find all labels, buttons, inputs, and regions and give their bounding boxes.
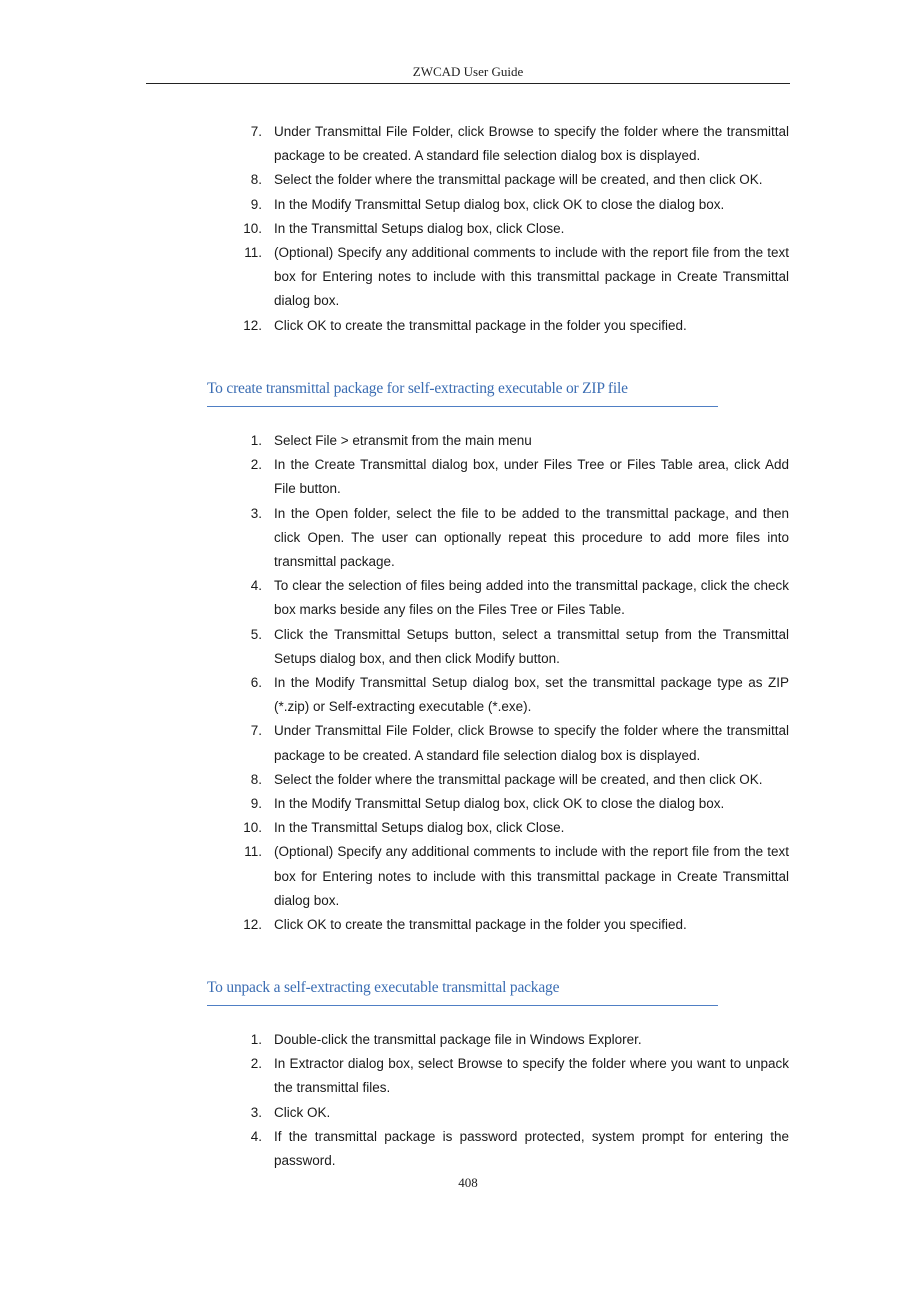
list-item <box>0 241 789 314</box>
page-number: 408 <box>458 1175 478 1190</box>
list-item-number: 2. <box>250 1056 262 1072</box>
list-item-number: 9. <box>250 196 262 212</box>
list-item-text: Select the folder where the transmittal package will be created, and then click OK. <box>274 771 763 787</box>
list-item <box>0 502 789 575</box>
list-item-text: If the transmittal package is password protected, system prompt for entering the password. <box>274 1128 789 1169</box>
section-title-zip: To create transmittal package for self-extracting executable or ZIP file <box>207 380 718 407</box>
list-item <box>0 1028 789 1052</box>
list-item-number: 3. <box>250 505 262 521</box>
list-item <box>0 768 789 792</box>
steps-list-zip <box>0 429 789 937</box>
steps-list-continued <box>0 120 789 338</box>
list-item-number: 6. <box>250 675 262 691</box>
list-item <box>0 1101 789 1125</box>
list-item-number: 12. <box>243 317 262 333</box>
list-item <box>0 840 789 913</box>
list-item-text: Select the folder where the transmittal package will be created, and then click OK. <box>274 172 763 188</box>
list-item-text: In the Modify Transmittal Setup dialog box, click OK to close the dialog box. <box>274 196 725 212</box>
list-item-text: (Optional) Specify any additional comments to include with the report file from the text box for Entering notes to include with this transmittal package in Create Transmittal dialog box. <box>274 245 789 309</box>
list-item-number: 10. <box>243 220 262 236</box>
page-header: ZWCAD User Guide <box>412 64 524 79</box>
list-item-number: 8. <box>250 172 262 188</box>
list-item <box>0 574 789 622</box>
list-item-text: Click OK. <box>274 1104 331 1120</box>
list-item-number: 1. <box>250 433 262 448</box>
list-item <box>0 623 789 671</box>
list-item-text: In the Transmittal Setups dialog box, click Close. <box>274 220 565 236</box>
list-item <box>0 671 789 719</box>
list-item-text: Under Transmittal File Folder, click Browse to specify the folder where the transmittal package to be created. A standard file selection dialog box is displayed. <box>274 124 789 164</box>
list-item-number: 1. <box>250 1032 262 1047</box>
list-item-text: In the Modify Transmittal Setup dialog box, set the transmittal package type as ZIP (*.zip) or Self-extracting executable (*.exe). <box>274 675 789 715</box>
list-item-text: Under Transmittal File Folder, click Browse to specify the folder where the transmittal package to be created. A standard file selection dialog box is displayed. <box>274 723 789 763</box>
list-item-number: 7. <box>250 124 262 139</box>
steps-list-unpack <box>0 1028 789 1173</box>
list-item-text: Select File > etransmit from the main menu <box>274 433 532 448</box>
list-item-number: 4. <box>250 1128 262 1144</box>
section-title-unpack: To unpack a self-extracting executable transmittal package <box>207 979 718 1006</box>
list-item-text: In the Open folder, select the file to be added to the transmittal package, and then click Open. The user can optionally repeat this procedure to add more files into transmittal package. <box>274 505 789 570</box>
list-item-text: Click OK to create the transmittal package in the folder you specified. <box>274 917 687 933</box>
list-item-number: 2. <box>250 457 262 473</box>
list-item <box>0 1052 789 1100</box>
list-item-number: 4. <box>250 578 262 594</box>
list-item-text: In the Transmittal Setups dialog box, click Close. <box>274 820 565 836</box>
list-item <box>0 913 789 937</box>
list-item-number: 9. <box>250 796 262 812</box>
list-item <box>0 168 789 192</box>
list-item-number: 10. <box>243 820 262 836</box>
list-item-text: In the Create Transmittal dialog box, under Files Tree or Files Table area, click Add File button. <box>274 457 789 497</box>
list-item-number: 11. <box>244 245 262 261</box>
list-item <box>0 1125 789 1173</box>
list-item-text: In the Modify Transmittal Setup dialog box, click OK to close the dialog box. <box>274 796 725 812</box>
list-item-number: 3. <box>250 1104 262 1120</box>
list-item-number: 8. <box>250 771 262 787</box>
list-item <box>0 792 789 816</box>
list-item-text: Double-click the transmittal package file in Windows Explorer. <box>274 1032 642 1047</box>
list-item <box>0 719 789 767</box>
list-item-text: Click OK to create the transmittal package in the folder you specified. <box>274 317 687 333</box>
list-item-text: In Extractor dialog box, select Browse to specify the folder where you want to unpack the transmittal files. <box>274 1056 789 1096</box>
list-item-number: 5. <box>250 626 262 642</box>
list-item <box>0 314 789 338</box>
list-item-number: 12. <box>243 917 262 933</box>
list-item-text: (Optional) Specify any additional comments to include with the report file from the text box for Entering notes to include with this transmittal package in Create Transmittal dialog box. <box>274 844 789 908</box>
list-item <box>0 816 789 840</box>
list-item <box>0 453 789 501</box>
list-item-number: 7. <box>250 723 262 739</box>
list-item <box>0 193 789 217</box>
list-item-number: 11. <box>244 844 262 860</box>
list-item <box>0 217 789 241</box>
list-item-text: To clear the selection of files being added into the transmittal package, click the check box marks beside any files on the Files Tree or Files Table. <box>274 578 789 618</box>
header-rule <box>146 83 790 84</box>
list-item-text: Click the Transmittal Setups button, select a transmittal setup from the Transmittal Setups dialog box, and then click Modify button. <box>274 626 789 666</box>
list-item <box>0 120 789 168</box>
list-item <box>0 429 789 453</box>
